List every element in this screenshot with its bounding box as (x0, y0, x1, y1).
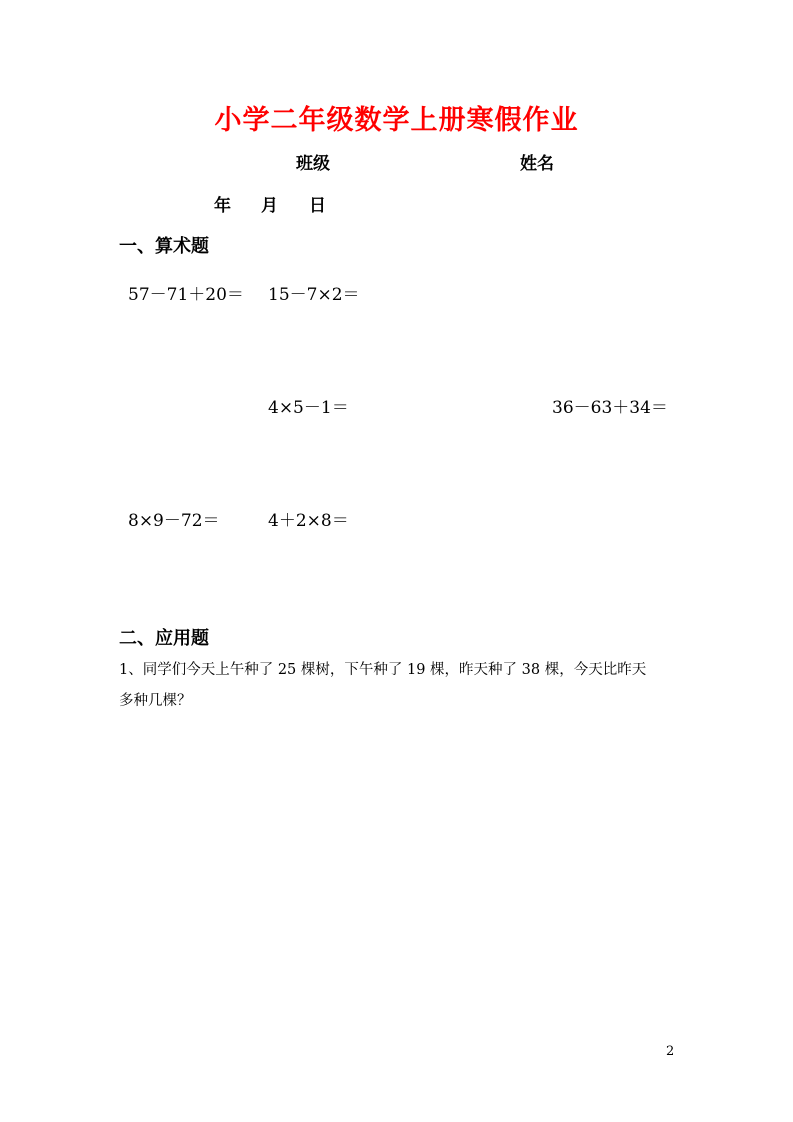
arithmetic-problem-6: 4＋2×8＝ (268, 511, 349, 531)
page-title: 小学二年级数学上册寒假作业 (214, 105, 579, 136)
section-heading-word-problems: 二、应用题 (119, 628, 209, 649)
month-label: 月 (261, 196, 278, 216)
arithmetic-problem-3: 4×5－1＝ (268, 398, 349, 418)
arithmetic-problem-5: 8×9－72＝ (128, 511, 220, 531)
name-label: 姓名 (520, 154, 554, 174)
word-problem-1-line-2: 多种几棵？ (119, 693, 192, 709)
day-label: 日 (309, 196, 326, 216)
arithmetic-problem-4: 36－63＋34＝ (552, 398, 668, 418)
arithmetic-problem-2: 15－7×2＝ (268, 285, 360, 305)
section-heading-arithmetic: 一、算术题 (119, 236, 209, 257)
page-number: 2 (666, 1044, 675, 1059)
arithmetic-problem-1: 57－71＋20＝ (128, 285, 244, 305)
class-label: 班级 (296, 154, 330, 174)
year-label: 年 (214, 196, 231, 216)
word-problem-1-line-1: 1、同学们今天上午种了 25 棵树，下午种了 19 棵，昨天种了 38 棵，今天比昨天 (119, 662, 647, 678)
